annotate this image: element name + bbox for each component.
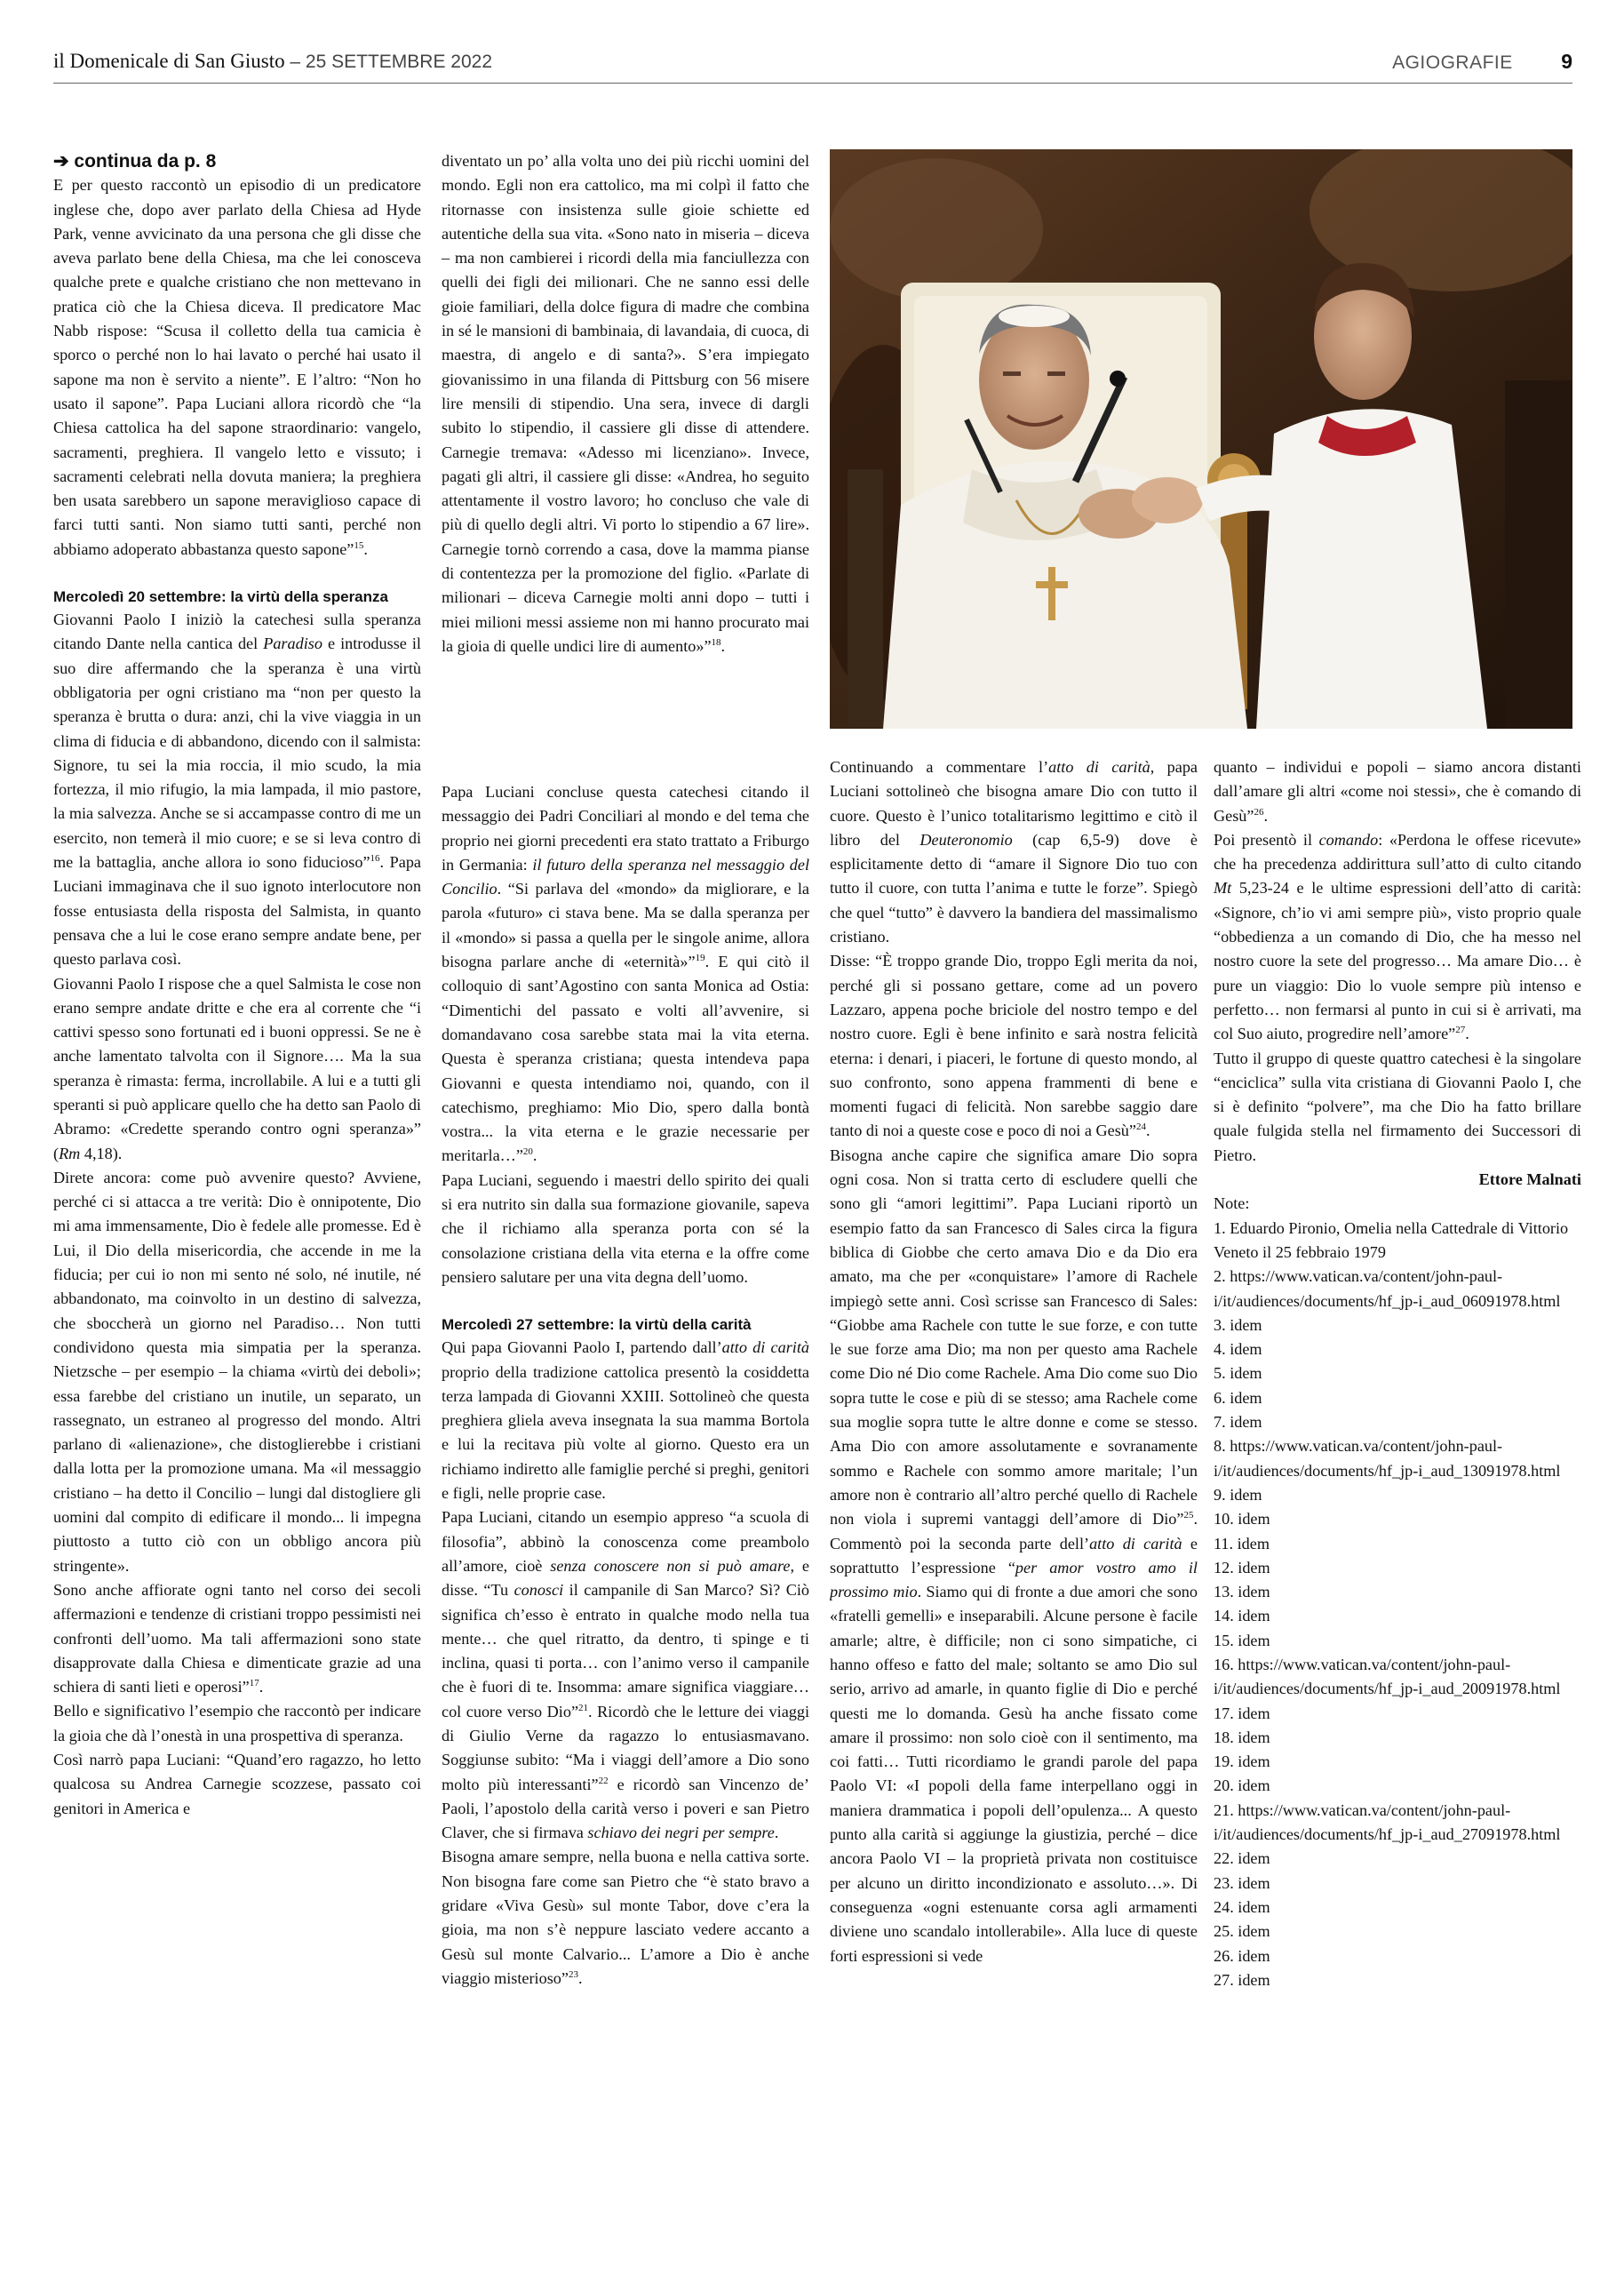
footnote-item: 15. idem: [1214, 1631, 1270, 1649]
footnote-item[interactable]: 2. https://www.vatican.va/content/john-paul-i/it/audiences/documents/hf_jp-i_aud_06091978.html: [1214, 1267, 1561, 1310]
paragraph: Bisogna anche capire che significa amare Dio sopra ogni cosa. Non si tratta certo di escludere quelli che sono gli “amori legittimi”. Papa Luciani riportò un esempio fatto da san Francesco di Sales circa la figura biblica di Giobbe che certo amava Dio e da Dio era amato, ma che per «conquistare» l’amore di Rachele impiegò sette anni. Così scrisse san Francesco di Sales: “Giobbe ama Rachele con tutte le sue forze, e con tutte le sue forze ama Dio; ma non per questo ama Rachele come Dio né Dio come Rachele. Ama Dio come suo Dio sopra tutte le cose e più di se stesso; ama Rachele come sua moglie sopra tutte le altre donne e come se stesso. Ama Dio con amore assolutamente e sovranamente sommo e Rachele con sommo amore maritale; l’un amore non è contrario all’altro perché quello di Rachele non viola i supremi vantaggi dell’amore di Dio”$^{25}$. Commentò poi la seconda parte dell’atto di carità e soprattutto l’espressione “per amor vostro amo il prossimo mio. Siamo qui di fronte a due amori che sono «fratelli gemelli» e inseparabili. Alcune persone è facile amarle; altre, è difficile; non ci sono simpatiche, ci hanno offeso e fatto del male; soltanto se amo Dio sul serio, arrivo ad amarle, in quanto figlie di Dio e perché questi me lo domanda. Gesù ha anche fissato come amare il prossimo: non solo cioè con il sentimento, ma coi fatti… Tutti ricordiamo le grandi parole del papa Paolo VI: «I popoli della fame interpellano oggi in maniera drammatica i popoli dell’opulenza... A questo punto alla carità si aggiunge la giustizia, perché – dice ancora Paolo VI – la proprietà privata non costituisce per alcuno un diritto incondizionato e assoluto…». Di conseguenza «ogni estenuante corsa agli armamenti diviene uno scandalo intollerabile». Alla luce di queste forti espressioni si vede: [830, 1145, 1198, 1965]
column-2: [442, 149, 809, 771]
footnote-item: 27. idem: [1214, 1970, 1270, 1989]
footnote-item[interactable]: 8. https://www.vatican.va/content/john-paul-i/it/audiences/documents/hf_jp-i_aud_13091978.html: [1214, 1437, 1561, 1480]
footnote-item: 6. idem: [1214, 1388, 1262, 1407]
paragraph: Giovanni Paolo I iniziò la catechesi sulla speranza citando Dante nella cantica del Paradiso e introdusse il suo dire affermando che la speranza è una virtù obbligatoria per ogni cristiano ma “non per questo la speranza è brutta o dura: anzi, chi la vive viaggia in un clima di fiducia e di abbandono, dicendo con il salmista: Signore, tu sei la mia roccia, il mio scudo, la mia fortezza, il mio rifugio, la mia lampada, il mio pastore, la mia salvezza. Anche se si accampasse contro di me un esercito, non temerà il mio cuore; e se si leva contro di me la battaglia, anche allora io sono fiducioso”$^{16}$. Papa Luciani immaginava che il suo ignoto interlocutore non fosse entusiasta della risposta del Salmista, in quanto pensava che a lui le cose erano sempre andate bene, per questo parlava così.: [53, 611, 421, 969]
paragraph: Poi presentò il comando: «Perdona le offese ricevute» che ha precedenza addirittura sull’atto di culto citando Mt 5,23-24 e le ultime espressioni dell’atto di carità: «Signore, ch’io vi ami sempre più», visto proprio quale “obbedienza a un comando di Dio, che ha messo nel nostro cuore la sete del progresso… Ma amare Dio… è pure un viaggio: Dio lo vuole sempre più intenso e perfetto… non fermarsi al punto in cui si è arrivati, ma col Suo aiuto, progredire nell’amore”$^{27}$.: [1214, 830, 1581, 1043]
footnote-item: 25. idem: [1214, 1922, 1270, 1941]
issue-date: – 25 SETTEMBRE 2022: [290, 52, 492, 72]
paragraph: Continuando a commentare l’atto di carità, papa Luciani sottolineò che bisogna amare Dio con tutto il cuore. Questo è l’unico totalitarismo legittimo e citò il libro del Deuteronomio (cap 6,5-9) dove è esplicitamente detto di “amare il Signore Dio tuo con tutto il cuore, con tutta l’anima e tutte le forze”. Spiegò che quel “tutto” è davvero la bandiera del massimalismo cristiano.: [830, 758, 1198, 946]
footnote-item: 13. idem: [1214, 1583, 1270, 1601]
column-3: [830, 755, 1198, 2257]
header-right: [1392, 50, 1572, 74]
paragraph: Qui papa Giovanni Paolo I, partendo dall’atto di carità proprio della tradizione cattolica presentò la cosiddetta terza lampada di Giovanni XXIII. Sottolineò che questa preghiera gliela aveva insegnata la sua mamma Bortola e lui la recitava più volte al giorno. Questo era un richiamo indiretto alle famiglie perché si preghi, genitori e figli, nelle proprie case.: [442, 1338, 809, 1503]
footnote-item[interactable]: 16. https://www.vatican.va/content/john-paul-i/it/audiences/documents/hf_jp-i_aud_20091978.html: [1214, 1655, 1561, 1698]
paragraph: Papa Luciani, seguendo i maestri dello spirito dei quali si era nutrito sin dalla sua formazione giovanile, sapeva che il richiamo alla speranza porta con sé la consolazione cristiana della vita eterna e la offre come pensiero salutare per una vita degna dell’uomo.: [442, 1170, 809, 1286]
notes-heading: Note:: [1214, 1194, 1250, 1213]
footnote-item: 10. idem: [1214, 1510, 1270, 1529]
footnote-item: 20. idem: [1214, 1776, 1270, 1795]
paragraph: Sono anche affiorate ogni tanto nel corso dei secoli affermazioni e tendenze di cristiani troppo pessimisti nei confronti dell’uomo. Ma tali affermazioni sono state disapprovate dalla Chiesa e dimenticate grazie ad una schiera di santi lieti e operosi”$^{17}$.: [53, 1580, 421, 1696]
notes-list: [1214, 1217, 1581, 1993]
footnote-item: 19. idem: [1214, 1752, 1270, 1771]
section-name: AGIOGRAFIE: [1392, 52, 1513, 73]
paragraph: Disse: “È troppo grande Dio, troppo Egli merita da noi, perché gli si possano gettare, come ad un povero Lazzaro, appena poche briciole del nostro tempo e del nostro cuore. Egli è bene infinito e sarà nostra felicità eterna: i denari, i piaceri, le fortune di questo mondo, al suo confronto, sono appena frammenti di bene e momenti fugaci di felicità. Non sarebbe saggio dare tanto di noi a queste cose e poco di noi a Gesù”$^{24}$.: [830, 952, 1198, 1140]
continued-from-link[interactable]: ➔ continua da p. 8: [53, 151, 217, 172]
footnote-item: 5. idem: [1214, 1364, 1262, 1383]
paragraph: Così narrò papa Luciani: “Quand’ero ragazzo, ho letto qualcosa su Andrea Carnegie scozzese, passato coi genitori in America e: [53, 1751, 421, 1817]
paragraph: diventato un po’ alla volta uno dei più ricchi uomini del mondo. Egli non era cattolico, ma mi colpì il fatto che ritornasse con insistenza sulle gioie schiette ed autentiche della sua vita. «Sono nato in miseria – diceva – ma non cambierei i ricordi della mia fanciullezza con quelli dei figli dei milionari. Che ne sanno essi delle gioie familiari, della dolce figura di madre che combina in sé le mansioni di bambinaia, di lavandaia, di cuoca, di maestra, di angelo e di santa?». S’era impiegato giovanissimo in una filanda di Pittsburg con 56 misere lire mensili di stipendio. Una sera, invece di dargli subito lo stipendio, il cassiere gli disse di attendere. Carnegie tremava: «Adesso mi licenziano». Invece, pagati gli altri, il cassiere gli disse: «Andrea, ho seguito attentamente il vostro lavoro; ho concluso che vale di più di quello degli altri. Vi porto lo stipendio a 67 lire». Carnegie tornò correndo a casa, dove la mamma pianse di contentezza per la promozione del figlio. «Parlate di milionari – diceva Carnegie molti anni dopo – tutti i miei milioni messi assieme non mi hanno procurato mai la gioia di quelle undici lire di aumento»”$^{18}$.: [442, 152, 809, 655]
spacer: [53, 562, 421, 586]
author-signature: Ettore Malnati: [1478, 1170, 1581, 1189]
footnote-item: 1. Eduardo Pironio, Omelia nella Cattedrale di Vittorio Veneto il 25 febbraio 1979: [1214, 1218, 1569, 1261]
footnote-item: 26. idem: [1214, 1946, 1270, 1965]
photo-pope-with-altar-boy: [830, 149, 1572, 729]
footnote-item: 14. idem: [1214, 1607, 1270, 1625]
paragraph: Bisogna amare sempre, nella buona e nella cattiva sorte. Non bisogna fare come san Pietro che “è stato bravo a gridare «Viva Gesù» sul monte Tabor, dove c’era la gioia, ma non s’è neppure lasciato vedere accanto a Gesù sul monte Calvario... L’amore a Dio è anche viaggio misterioso”$^{23}$.: [442, 1848, 809, 1987]
footnote-item[interactable]: 21. https://www.vatican.va/content/john-paul-i/it/audiences/documents/hf_jp-i_aud_27091978.html: [1214, 1800, 1561, 1844]
footnote-item: 22. idem: [1214, 1849, 1270, 1868]
page-header: [53, 50, 1572, 85]
footnote-item: 9. idem: [1214, 1485, 1262, 1504]
footnote-item: 24. idem: [1214, 1897, 1270, 1916]
paragraph: Direte ancora: come può avvenire questo? Avviene, perché ci si attacca a tre verità: Dio è onnipotente, Dio mi ama immensamente, Dio è fedele alle promesse. Ed è Lui, il Dio della misericordia, che accende in me la fiducia; per cui io non mi sento né solo, né inutile, né abbandonato, ma coinvolto in un destino di salvezza, che sboccherà un giorno nel Paradiso… Non tutti condividono questa mia simpatia per la speranza. Nietzsche – per esempio – la chiama «virtù dei deboli»; essa farebbe del cristiano un inutile, un separato, un rassegnato, un estraneo al progresso del mondo. Altri parlano di «alienazione», che distoglierebbe i cristiani dalla lotta per la promozione umana. Ma «il messaggio cristiano – ha detto il Concilio – lungi dal distogliere gli uomini dal compito di edificare il mondo... li impegna piuttosto a tutto ciò con un obbligo ancora più stringente».: [53, 1168, 421, 1575]
paragraph: Papa Luciani concluse questa catechesi citando il messaggio dei Padri Conciliari al mondo e del tema che proprio nei giorni precedenti era stato trattato a Friburgo in Germania: il futuro della speranza nel messaggio del Concilio. “Si parlava del «mondo» da migliorare, e la parola «futuro» ci stava bene. Ma se dalla speranza per il «mondo» si passa a quella per le singole anime, allora bisogna parlare anche di «eternità»”$^{19}$. E qui citò il colloquio di sant’Agostino con santa Monica ad Ostia: “Dimentichi del passato e volti all’avvenire, si domandavano cosa sarebbe stata mai la vita eterna. Questa è speranza cristiana; questa intendeva papa Giovanni e questa intendiamo noi, quando, con il catechismo, preghiamo: Mio Dio, spero dalla bontà vostra... la vita eterna e le grazie necessarie per meritarla…”$^{20}$.: [442, 783, 809, 1165]
footnote-item: 11. idem: [1214, 1534, 1270, 1553]
paragraph: E per questo raccontò un episodio di un predicatore inglese che, dopo aver parlato della Chiesa ad Hyde Park, venne avvicinato da una persona che gli disse che aveva parlato bene della Chiesa, ma che lei conosceva qualche prete e qualche cristiano che non mettevano in pratica ciò che la Chiesa diceva. Il predicatore Mac Nabb rispose: “Scusa il colletto della tua camicia è sporco o perché non lo hai lavato o perché hai usato il sapone ma non è servito a niente”. E l’altro: “Non ho usato il sapone”. Papa Luciani allora ricordò che “la Chiesa cattolica ha del sapone straordinario: vangelo, sacramenti, preghiera. Il vangelo letto e vissuto; i sacramenti celebrati nella dovuta maniera; la preghiera ben usata sarebbero un sapone meraviglioso capace di farci tutti santi. Non siamo tutti santi, perché non abbiamo adoperato abbastanza questo sapone”$^{15}$.: [53, 176, 421, 558]
subheading-carita: Mercoledì 27 settembre: la virtù della carità: [442, 1316, 752, 1334]
footnote-item: 7. idem: [1214, 1413, 1262, 1432]
column-1: [53, 149, 421, 2255]
photo-illustration: [830, 149, 1572, 729]
page-number: 9: [1561, 50, 1572, 73]
footnote-item: 3. idem: [1214, 1315, 1262, 1334]
header-rule: [53, 83, 1572, 84]
header-left: [53, 50, 492, 73]
column-2-continued: [442, 780, 809, 2255]
paragraph: Giovanni Paolo I rispose che a quel Salmista le cose non erano sempre andate dritte e che era al corrente che “i cattivi spesso sono fortunati ed i buoni oppressi. Se ne è anche lamentato talvolta con il Signore…. Ma la sua speranza è rimasta: ferma, incrollabile. A lui e a tutti gli speranti si può applicare quello che ha detto san Paolo di Abramo: «Credette sperando contro ogni speranza»” (Rm 4,18).: [53, 974, 421, 1162]
footnote-item: 4. idem: [1214, 1340, 1262, 1359]
footnote-item: 17. idem: [1214, 1704, 1270, 1722]
footnote-item: 18. idem: [1214, 1728, 1270, 1746]
paragraph: Papa Luciani, citando un esempio appreso “a scuola di filosofia”, abbinò la conoscenza come preambolo all’amore, cioè senza conoscere non si può amare, e disse. “Tu conosci il campanile di San Marco? Sì? Ciò significa ch’esso è entrato in qualche modo nella tua mente… che quel ritratto, da dentro, ti spinge e ti inclina, quasi ti porta… con l’animo verso il campanile che è fuori di te. Insomma: amare significa viaggiare… col cuore verso Dio”$^{21}$. Ricordò che le letture dei viaggi di Giulio Verne da ragazzo lo entusiasmavano. Soggiunse subito: “Ma i viaggi dell’amore a Dio sono molto più interessanti”$^{22}$ e ricordò san Vincenzo de’ Paoli, l’apostolo della carità verso i poveri e san Pietro Claver, che si firmava schiavo dei negri per sempre.: [442, 1508, 809, 1842]
paragraph: quanto – individui e popoli – siamo ancora distanti dall’amare gli altri «come noi stessi», che è comando di Gesù”$^{26}$.: [1214, 758, 1581, 825]
subheading-speranza: Mercoledì 20 settembre: la virtù della speranza: [53, 588, 388, 606]
spacer: [442, 1289, 809, 1313]
footnote-item: 23. idem: [1214, 1873, 1270, 1892]
paragraph: Tutto il gruppo di queste quattro catechesi è la singolare “enciclica” sulla vita cristiana di Giovanni Paolo I, che si è definito “polvere”, ma che Dio ha fatto brillare quale fulgida stella nel firmamento dei Successori di Pietro.: [1214, 1049, 1581, 1164]
paragraph: Bello e significativo l’esempio che raccontò per indicare la gioia che dà l’onestà in una prospettiva di speranza.: [53, 1702, 421, 1744]
masthead: il Domenicale di San Giusto: [53, 50, 285, 72]
footnote-item: 12. idem: [1214, 1558, 1270, 1577]
column-4: [1214, 755, 1581, 2257]
